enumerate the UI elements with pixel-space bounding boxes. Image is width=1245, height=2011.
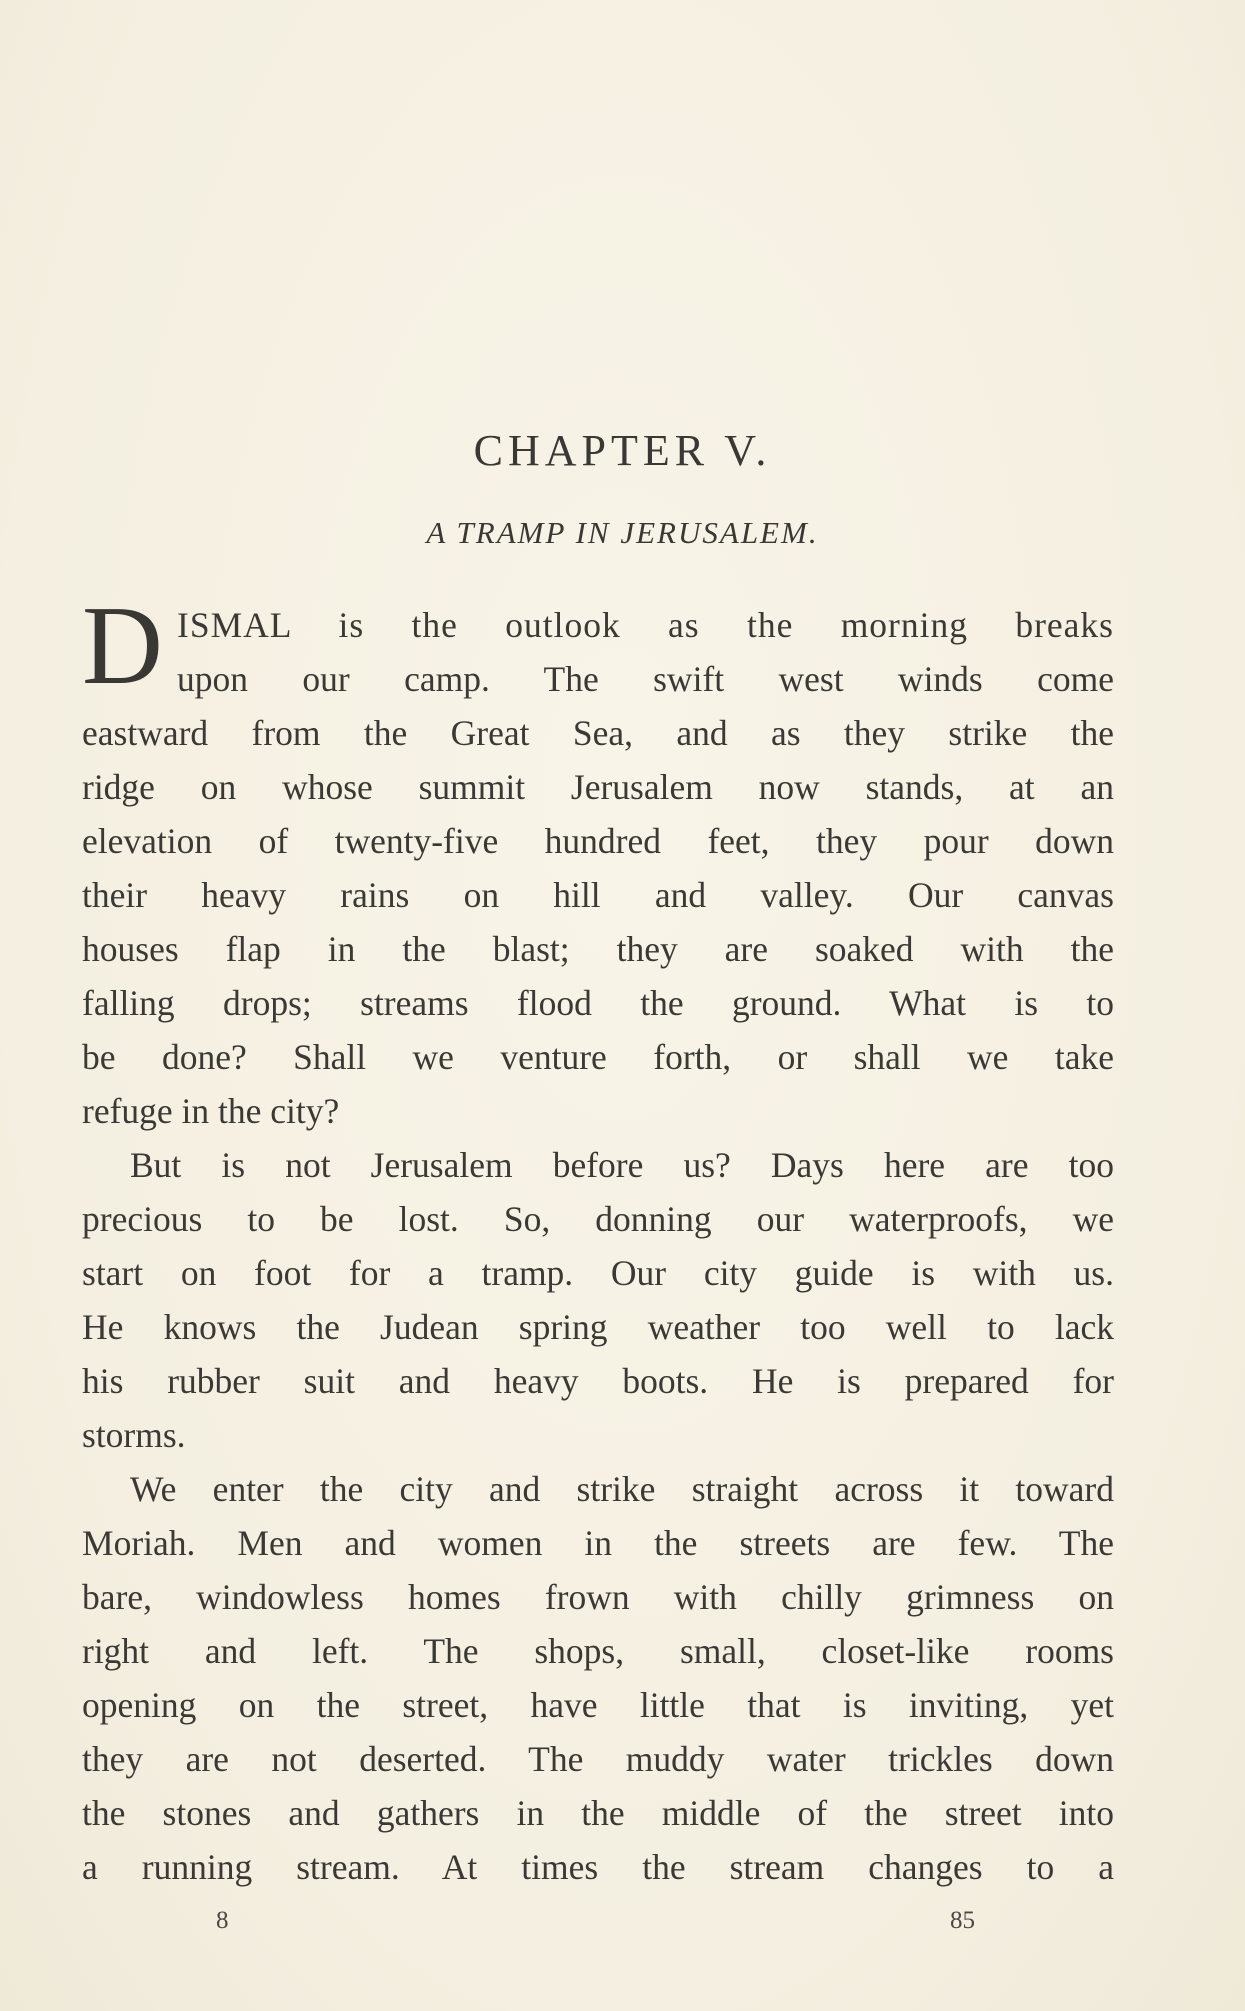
text-line: storms. — [82, 1415, 186, 1455]
text-line: start on foot for a tramp. Our city guide is with us. — [82, 1253, 1114, 1293]
drop-cap: D — [82, 584, 163, 708]
text-line: elevation of twenty-five hundred feet, they pour down — [82, 821, 1114, 861]
text-line: the stones and gathers in the middle of the street into — [82, 1793, 1114, 1833]
text-line: precious to be lost. So, donning our waterproofs, we — [82, 1199, 1114, 1239]
body-text — [82, 584, 1114, 1894]
chapter-subtitle: A TRAMP IN JERUSALEM. — [426, 515, 819, 550]
text-line: eastward from the Great Sea, and as they strike the — [82, 713, 1114, 753]
text-line: upon our camp. The swift west winds come — [177, 659, 1114, 699]
text-line: a running stream. At times the stream changes to a — [82, 1847, 1114, 1887]
text-line: houses flap in the blast; they are soaked with the — [82, 929, 1114, 969]
text-line: ISMAL is the outlook as the morning breaks — [177, 605, 1114, 645]
text-line: right and left. The shops, small, closet-like rooms — [82, 1631, 1114, 1671]
text-line: refuge in the city? — [82, 1091, 340, 1131]
signature-mark: 8 — [216, 1907, 229, 1934]
text-line: Moriah. Men and women in the streets are few. The — [82, 1523, 1114, 1563]
chapter-heading: CHAPTER V. — [473, 426, 772, 475]
text-line: But is not Jerusalem before us? Days here are too — [130, 1145, 1114, 1185]
text-line: they are not deserted. The muddy water trickles down — [82, 1739, 1114, 1779]
text-line: opening on the street, have little that is inviting, yet — [82, 1685, 1114, 1725]
text-line: He knows the Judean spring weather too well to lack — [82, 1307, 1114, 1347]
text-line: ridge on whose summit Jerusalem now stands, at an — [82, 767, 1114, 807]
text-line: be done? Shall we venture forth, or shall we take — [82, 1037, 1114, 1077]
text-line: We enter the city and strike straight across it toward — [130, 1469, 1114, 1509]
page-number: 85 — [950, 1907, 975, 1934]
text-line: falling drops; streams flood the ground. What is to — [82, 983, 1114, 1023]
text-line: his rubber suit and heavy boots. He is prepared for — [82, 1361, 1114, 1401]
text-line: their heavy rains on hill and valley. Our canvas — [82, 875, 1114, 915]
text-line: bare, windowless homes frown with chilly grimness on — [82, 1577, 1114, 1617]
